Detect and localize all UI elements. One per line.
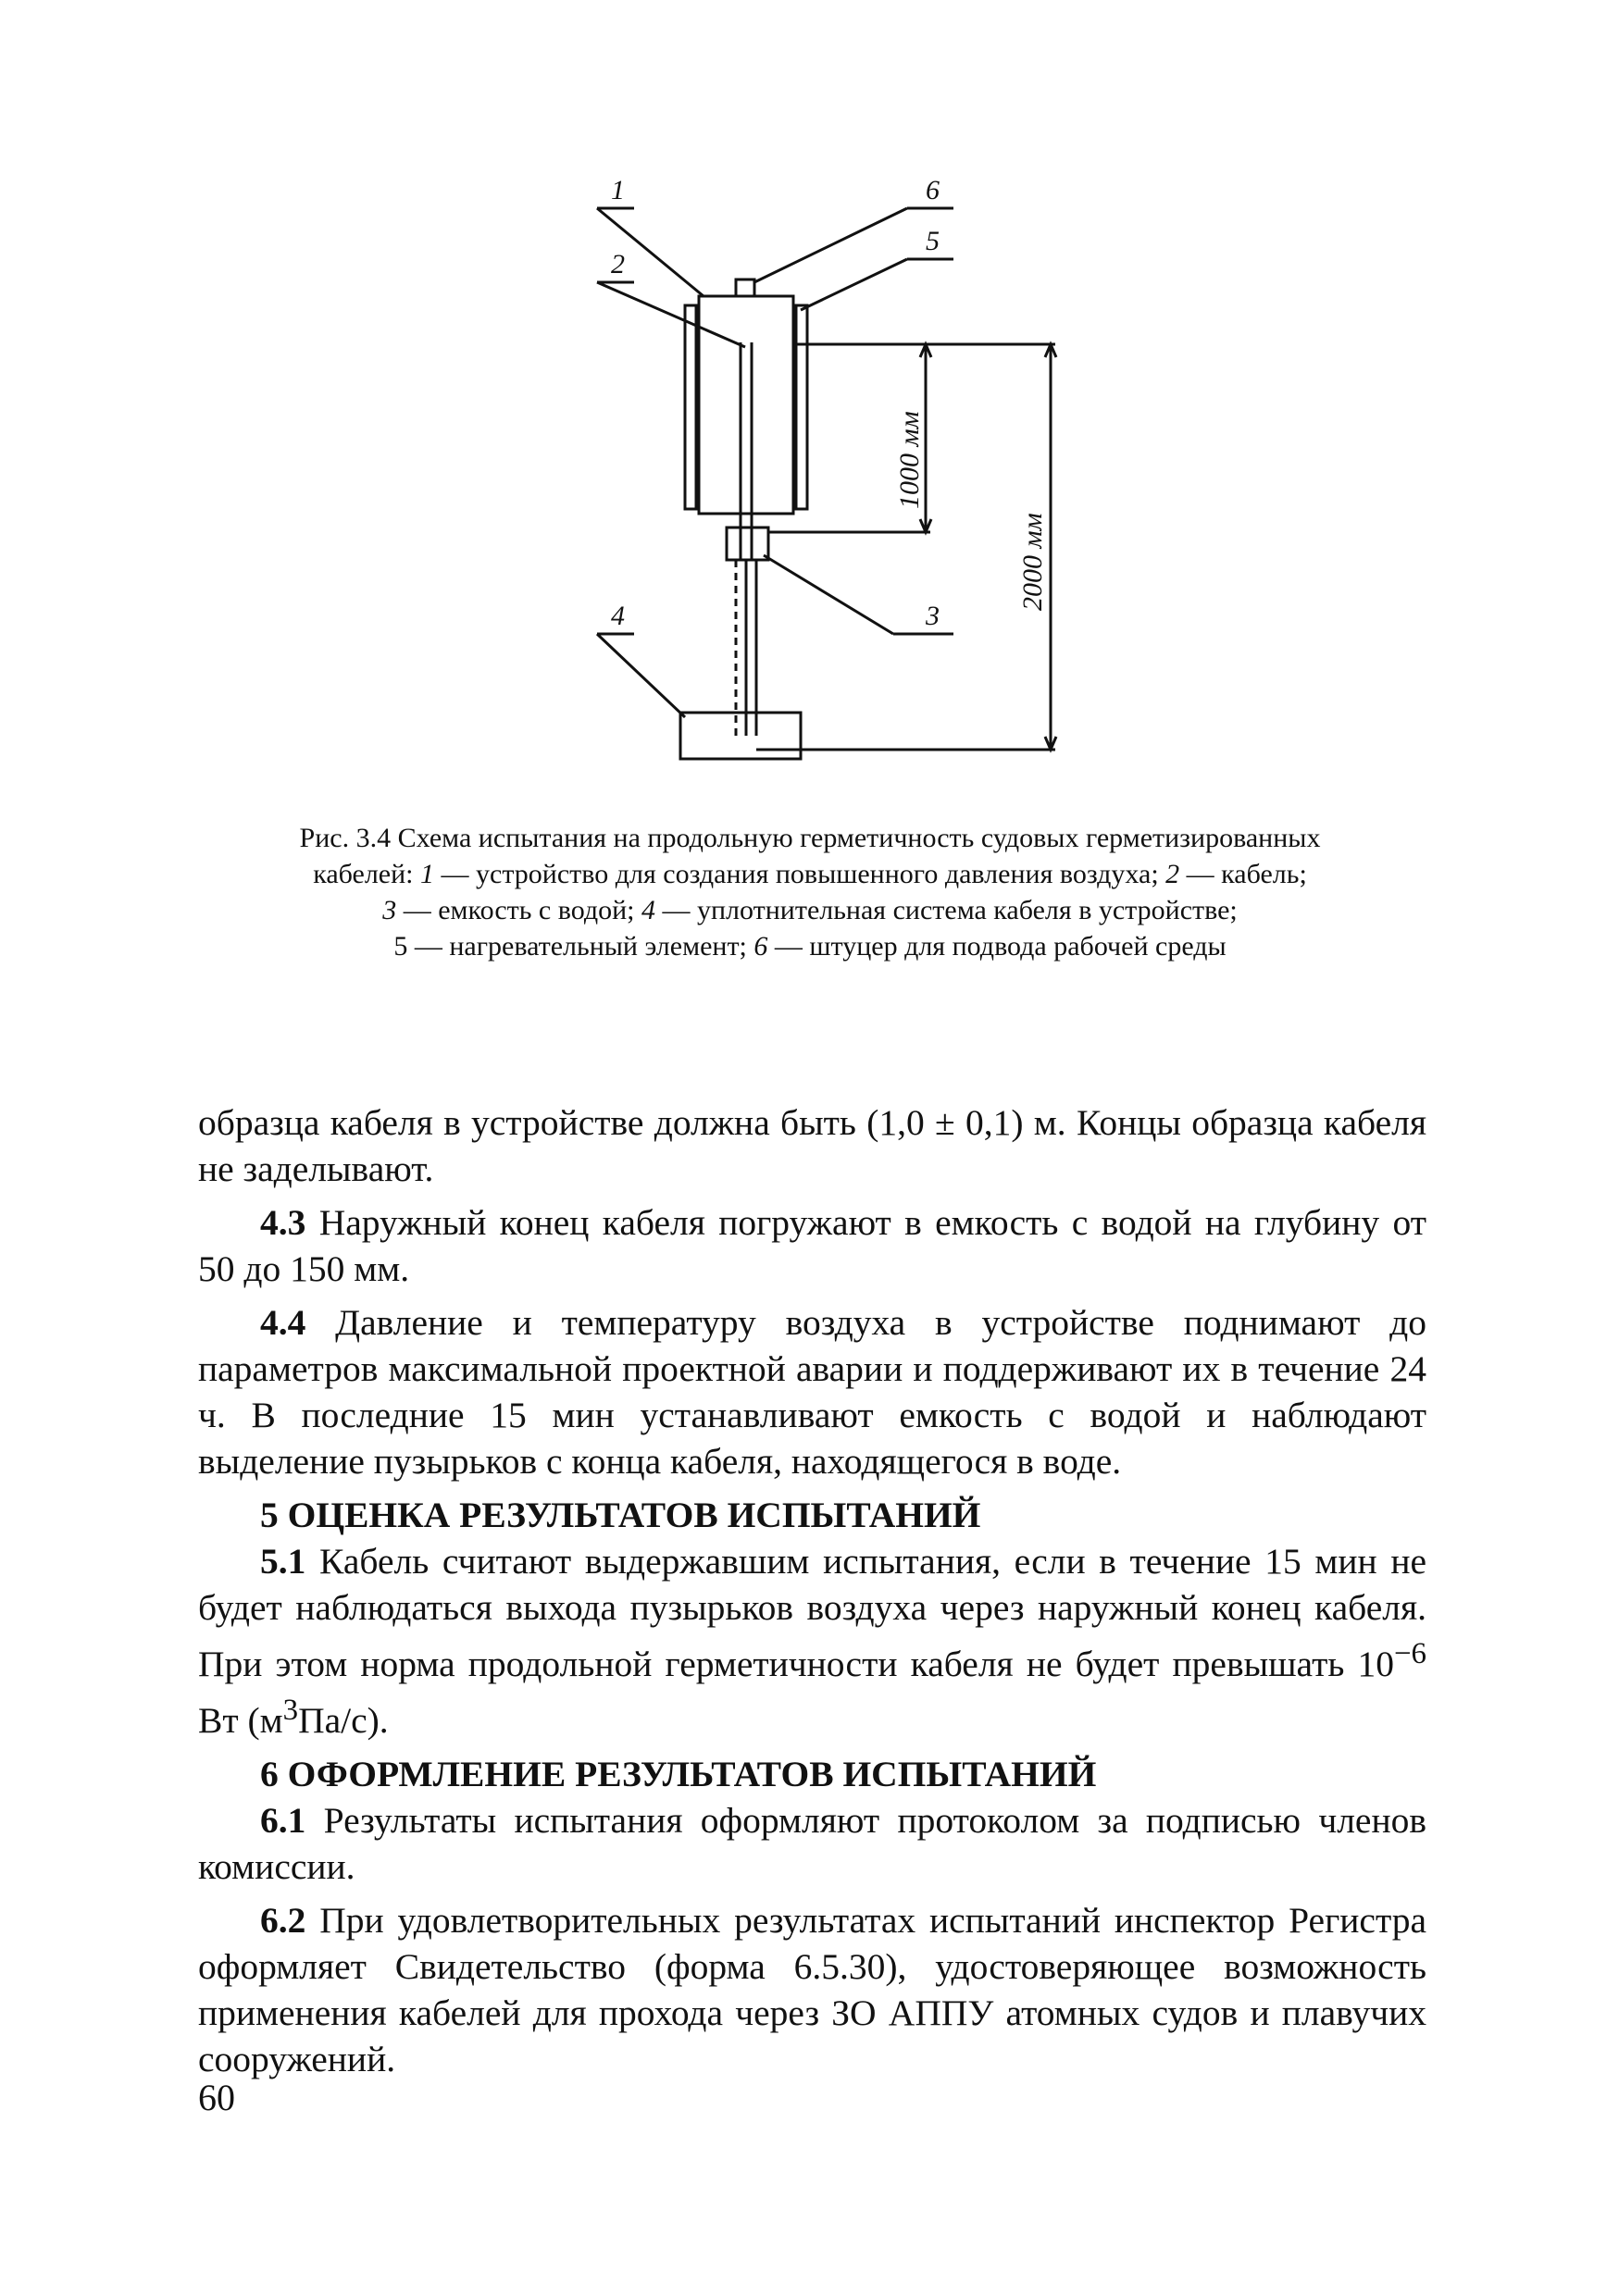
test-scheme-diagram bbox=[518, 167, 1092, 796]
figure-caption bbox=[185, 820, 1435, 964]
leader-3 bbox=[764, 555, 893, 634]
paragraph-5-1: 5.1 Кабель считают выдержавшим испытания, если в течение 15 мин не будет наблюдаться выхода пузырьков воздуха через наружный конец кабеля. При этом норма продольной герметичности кабеля не будет превышать $10^{-6}$ Вт $(м^3Па/с)$. bbox=[198, 1541, 1426, 1742]
section-heading-6: 6 ОФОРМЛЕНИЕ РЕЗУЛЬТАТОВ ИСПЫТАНИЙ bbox=[260, 1754, 1097, 1795]
leader-4 bbox=[597, 634, 685, 717]
leader-5 bbox=[801, 259, 907, 310]
page-number: 60 bbox=[198, 2077, 235, 2118]
label-1: 1 bbox=[611, 175, 625, 205]
dim-label-1000: 1000 мм bbox=[894, 411, 925, 509]
paragraph-continued: образца кабеля в устройстве должна быть (1,0 ± 0,1) м. Концы образца кабеля не заделывают. bbox=[198, 1102, 1426, 1189]
caption-line-3: 3 — емкость с водой; 4 — уплотнительная система кабеля в устройстве; bbox=[382, 895, 1238, 925]
leader-2 bbox=[597, 282, 745, 347]
paragraph-6-1: 6.1 Результаты испытания оформляют протоколом за подписью членов комиссии. bbox=[198, 1800, 1426, 1888]
caption-line-1: Рис. 3.4 Схема испытания на продольную герметичность судовых герметизированных bbox=[299, 823, 1321, 853]
section-heading-5: 5 ОЦЕНКА РЕЗУЛЬТАТОВ ИСПЫТАНИЙ bbox=[260, 1495, 981, 1535]
heater-element-left bbox=[685, 305, 696, 509]
paragraph-4-3: 4.3 Наружный конец кабеля погружают в емкость с водой на глубину от 50 до 150 мм. bbox=[198, 1202, 1426, 1289]
paragraph-4-4: 4.4 Давление и температуру воздуха в устройстве поднимают до параметров максимальной проектной аварии и поддерживают их в течение 24 ч. В последние 15 мин устанавливают емкость с водой и наблюдают выделение пузырьков с конца кабеля, находящегося в воде. bbox=[198, 1302, 1426, 1482]
paragraph-6-2: 6.2 При удовлетворительных результатах испытаний инспектор Регистра оформляет Свидетельство (форма 6.5.30), удостоверяющее возможность применения кабелей для прохода через ЗО АППУ атомных судов и плавучих сооружений. bbox=[198, 1900, 1426, 2080]
cable-seal bbox=[727, 527, 768, 560]
dim-label-2000: 2000 мм bbox=[1017, 513, 1048, 611]
water-container bbox=[680, 713, 801, 759]
label-3: 3 bbox=[926, 601, 940, 631]
label-6: 6 bbox=[926, 175, 940, 205]
fitting bbox=[736, 279, 754, 296]
test-scheme-figure bbox=[518, 167, 1092, 796]
label-2: 2 bbox=[611, 249, 625, 279]
label-5: 5 bbox=[926, 226, 940, 256]
caption-line-2: кабелей: 1 — устройство для создания повышенного давления воздуха; 2 — кабель; bbox=[313, 859, 1307, 889]
pressure-device-body bbox=[699, 296, 793, 514]
label-4: 4 bbox=[611, 601, 625, 631]
heater-element-right bbox=[796, 305, 807, 509]
body-text bbox=[198, 1099, 1426, 2090]
caption-line-4: 5 — нагревательный элемент; 6 — штуцер для подвода рабочей среды bbox=[393, 931, 1227, 962]
